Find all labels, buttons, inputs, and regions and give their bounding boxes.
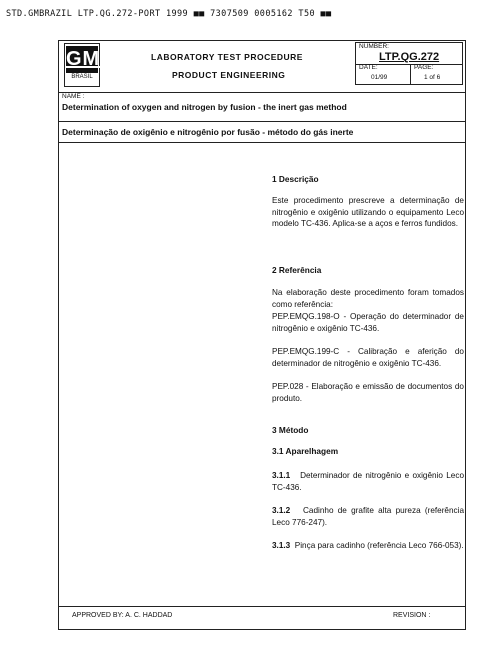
title-portuguese: Determinação de oxigênio e nitrogênio por fusão - método do gás inerte	[62, 127, 354, 137]
gm-logo-mark: GM	[66, 46, 98, 73]
item-3-1-3	[272, 540, 464, 552]
item-3-1-1-number: 3.1.1	[272, 471, 291, 480]
item-3-1-3-text: Pinça para cadinho (referência Leco 766-053).	[294, 541, 464, 550]
header-line-1: LABORATORY TEST PROCEDURE	[151, 52, 303, 62]
section-3-heading: 3 Método	[272, 425, 309, 435]
page-value: 1 of 6	[424, 74, 441, 81]
item-3-1-2-number: 3.1.2	[272, 506, 291, 515]
reference-1: PEP.EMQG.198-O - Operação do determinador de nitrogênio e oxigênio TC-436.	[272, 312, 464, 333]
title-divider-2	[58, 142, 466, 143]
page-label: PAGE:	[414, 64, 434, 71]
number-box-split	[410, 64, 411, 85]
name-label: NAME :	[62, 93, 85, 100]
footer-divider	[58, 606, 466, 607]
header-divider	[58, 92, 466, 93]
revision-label: REVISION :	[393, 612, 431, 619]
item-3-1-1	[272, 470, 464, 493]
section-3-1-heading: 3.1 Aparelhagem	[272, 446, 339, 456]
scan-header-line: STD.GMBRAZIL LTP.QG.272-PORT 1999 ■■ 7307509 0005162 T50 ■■	[6, 9, 332, 19]
approved-by: APPROVED BY: A. C. HADDAD	[72, 612, 173, 619]
section-1-text: Este procedimento prescreve a determinação de nitrogênio e oxigênio utilizando o equipamento Leco modelo TC-436. Aplica-se a aços e ferros fundidos.	[272, 196, 464, 228]
number-label: NUMBER:	[359, 43, 389, 50]
header-line-2: PRODUCT ENGINEERING	[172, 70, 286, 80]
date-label: DATE:	[359, 64, 378, 71]
date-value: 01/99	[371, 74, 388, 81]
item-3-1-2	[272, 505, 464, 528]
section-1-heading: 1 Descrição	[272, 174, 319, 184]
number-value: LTP.QG.272	[379, 51, 440, 63]
reference-3: PEP.028 - Elaboração e emissão de documentos do produto.	[272, 382, 464, 403]
section-2-heading: 2 Referência	[272, 265, 322, 275]
item-3-1-3-number: 3.1.3	[272, 541, 291, 550]
section-2-intro: Na elaboração deste procedimento foram tomados como referência:	[272, 288, 464, 309]
title-divider	[58, 121, 466, 122]
item-3-1-2-text: Cadinho de grafite alta pureza (referência Leco 776-247).	[272, 506, 465, 527]
gm-logo-subtitle: BRASIL	[71, 74, 93, 80]
item-3-1-1-text: Determinador de nitrogênio e oxigênio Leco TC-436.	[272, 471, 465, 492]
title-english: Determination of oxygen and nitrogen by fusion - the inert gas method	[62, 102, 347, 112]
reference-2: PEP.EMQG.199-C - Calibração e aferição do determinador de nitrogênio e oxigênio TC-436.	[272, 347, 464, 368]
